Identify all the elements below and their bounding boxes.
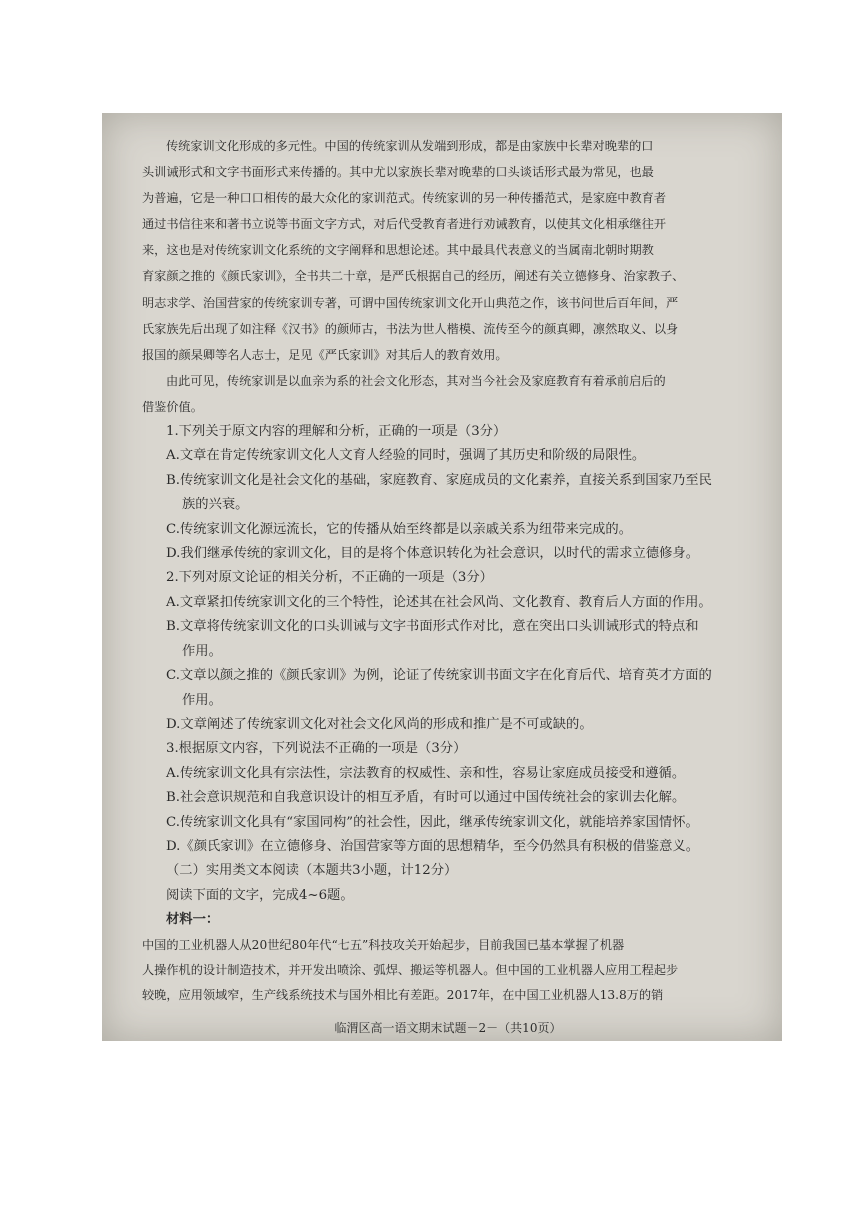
page-footer: 临渭区高一语文期末试题－2－（共10页） — [334, 1021, 562, 1035]
question-stem: 3.根据原文内容，下列说法不正确的一项是（3分） — [166, 741, 467, 757]
passage-line: 明志求学、治国营家的传统家训专著，可谓中国传统家训文化开山典范之作，该书问世后百年间，严 — [142, 295, 679, 310]
material-label: 材料一： — [166, 912, 220, 928]
scanned-exam-page — [102, 113, 782, 1041]
question-stem: 2.下列对原文论证的相关分析，不正确的一项是（3分） — [166, 570, 493, 586]
material-line: 较晚，应用领域窄，生产线系统技术与国外相比有差距。2017年，在中国工业机器人13.8万的销 — [142, 987, 664, 1002]
page-content — [142, 133, 754, 1035]
question-3 — [142, 737, 754, 859]
question-1 — [142, 420, 754, 566]
material-line: 中国的工业机器人从20世纪80年代“七五”科技攻关开始起步，目前我国已基本掌握了机器 — [142, 937, 625, 952]
option-d: D.《颜氏家训》在立德修身、治国营家等方面的思想精华，至今仍然具有积极的借鉴意义。 — [166, 838, 699, 854]
option-a: A.文章在肯定传统家训文化人文育人经验的同时，强调了其历史和阶级的局限性。 — [166, 448, 646, 464]
option-d: D.我们继承传统的家训文化，目的是将个体意识转化为社会意识，以时代的需求立德修身。 — [166, 546, 699, 562]
passage-line: 由此可见，传统家训是以血亲为系的社会文化形态，其对当今社会及家庭教育有着承前启后的 — [166, 373, 666, 388]
option-c: C.传统家训文化源远流长，它的传播从始至终都是以亲戚关系为纽带来完成的。 — [166, 521, 633, 537]
option-b-continued: 作用。 — [182, 643, 222, 659]
passage-line: 来，这也是对传统家训文化系统的文字阐释和思想论述。其中最具代表意义的当属南北朝时期教 — [142, 243, 654, 258]
passage-line: 头训诫形式和文字书面形式来传播的。其中尤以家族长辈对晚辈的口头谈话形式最为常见，也最 — [142, 165, 654, 180]
option-c: C.传统家训文化具有“家国同构”的社会性，因此，继承传统家训文化，就能培养家国情怀。 — [166, 814, 699, 830]
option-b: B.文章将传统家训文化的口头训诫与文字书面形式作对比，意在突出口头训诫形式的特点和 — [166, 619, 699, 635]
passage-line: 为普遍，它是一种口口相传的最大众化的家训范式。传统家训的另一种传播范式，是家庭中教育者 — [142, 191, 667, 206]
section-heading: （二）实用类文本阅读（本题共3小题，计12分） — [166, 863, 458, 879]
question-stem: 1.下列关于原文内容的理解和分析，正确的一项是（3分） — [166, 424, 507, 440]
material-line: 人操作机的设计制造技术，并开发出喷涂、弧焊、搬运等机器人。但中国的工业机器人应用工程起步 — [142, 962, 679, 977]
passage-line: 育家颜之推的《颜氏家训》，全书共二十章，是严氏根据自己的经历，阐述有关立德修身、治家教子、 — [142, 269, 685, 284]
option-a: A.传统家训文化具有宗法性，宗法教育的权威性、亲和性，容易让家庭成员接受和遵循。 — [166, 765, 686, 781]
passage-paragraph-1 — [142, 133, 754, 368]
section-instruction: 阅读下面的文字，完成4~6题。 — [166, 887, 354, 903]
passage-line: 氏家族先后出现了如注释《汉书》的颜师古，书法为世人楷模、流传至今的颜真卿，凛然取义、以身 — [142, 321, 679, 336]
passage-line: 借鉴价值。 — [142, 399, 203, 414]
option-a: A.文章紧扣传统家训文化的三个特性，论述其在社会风尚、文化教育、教育后人方面的作用。 — [166, 594, 712, 610]
passage-line: 传统家训文化形成的多元性。中国的传统家训从发端到形成，都是由家族中长辈对晚辈的口 — [166, 139, 654, 153]
section-practical-reading — [142, 859, 754, 1007]
option-b-continued: 族的兴衰。 — [182, 497, 249, 513]
option-d: D.文章阐述了传统家训文化对社会文化风尚的形成和推广是不可或缺的。 — [166, 716, 593, 732]
passage-line: 通过书信往来和著书立说等书面文字方式，对后代受教育者进行劝诫教育，以使其文化相承继往开 — [142, 217, 667, 232]
question-2 — [142, 566, 754, 737]
option-c-continued: 作用。 — [182, 692, 222, 708]
passage-line: 报国的颜杲卿等名人志士，足见《严氏家训》对其后人的教育效用。 — [142, 347, 508, 362]
option-b: B.社会意识规范和自我意识设计的相互矛盾，有时可以通过中国传统社会的家训去化解。 — [166, 790, 686, 806]
option-c: C.文章以颜之推的《颜氏家训》为例，论证了传统家训书面文字在化育后代、培育英才方面的 — [166, 668, 712, 684]
passage-paragraph-2 — [142, 368, 754, 420]
option-b: B.传统家训文化是社会文化的基础，家庭教育、家庭成员的文化素养，直接关系到国家乃至民 — [166, 472, 712, 488]
